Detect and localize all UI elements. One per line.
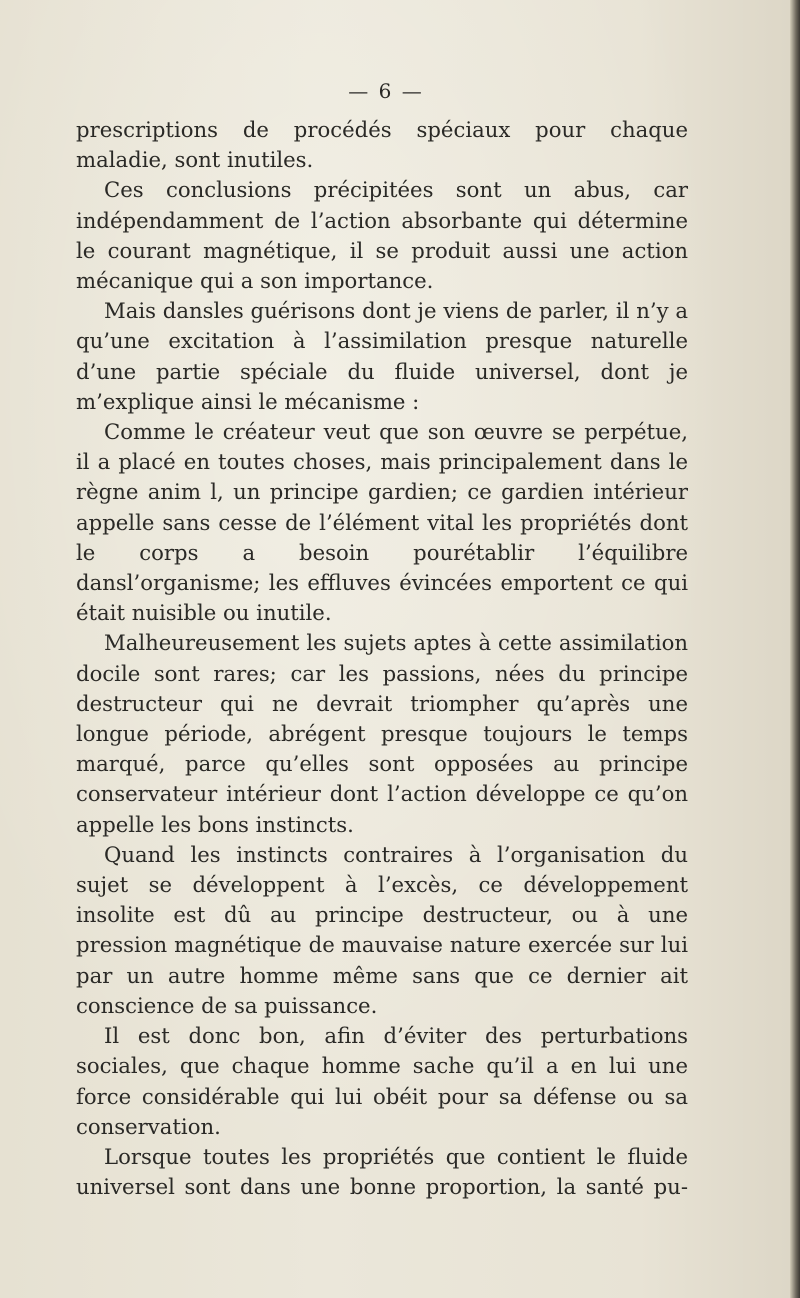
paragraph-3: Mais dansles guérisons dont je viens de parler, il n’y a qu’une excitation à l’assimilation presque naturelle d’une partie spéciale du fluide universel, dont je m’explique ainsi le mécanisme : bbox=[76, 298, 688, 414]
body-text bbox=[76, 115, 688, 1202]
paragraph-8: Lorsque toutes les propriétés que contient le fluide universel sont dans une bonne proportion, la santé pu- bbox=[76, 1143, 688, 1200]
page-number: — 6 — bbox=[348, 79, 424, 103]
paragraph-4: Comme le créateur veut que son œuvre se perpétue, il a placé en toutes choses, mais principalement dans le règne anim l, un principe gardien; ce gardien intérieur appelle sans cesse de l’élément vital les propriétés dont le corps a besoin pourétablir l’équilibre dansl’organisme; les effluves évincées emportent ce qui était nuisible ou inutile. bbox=[76, 419, 688, 626]
paragraph-7: Il est donc bon, afin d’éviter des perturbations sociales, que chaque homme sache qu’il a en lui une force considérable qui lui obéit pour sa défense ou sa conservation. bbox=[76, 1023, 688, 1139]
paragraph-5: Malheureusement les sujets aptes à cette assimilation docile sont rares; car les passions, nées du principe destructeur qui ne devrait triompher qu’après une longue période, abrégent presque toujours le temps marqué, parce qu’elles sont opposées au principe conservateur intérieur dont l’action développe ce qu’on appelle les bons instincts. bbox=[76, 630, 688, 837]
paragraph-6: Quand les instincts contraires à l’organisation du sujet se développent à l’excès, ce développement insolite est dû au principe destructeur, ou à une pression magnétique de mauvaise nature exercée sur lui par un autre homme même sans que ce dernier ait conscience de sa puissance. bbox=[76, 841, 688, 1018]
page-edge bbox=[790, 0, 800, 1298]
paragraph-2: Ces conclusions précipitées sont un abus, car indépendamment de l’action absorbante qui détermine le courant magnétique, il se produit aussi une action mécanique qui a son importance. bbox=[76, 177, 688, 294]
paragraph-1: prescriptions de procédés spéciaux pour chaque maladie, sont inutiles. bbox=[76, 117, 688, 173]
